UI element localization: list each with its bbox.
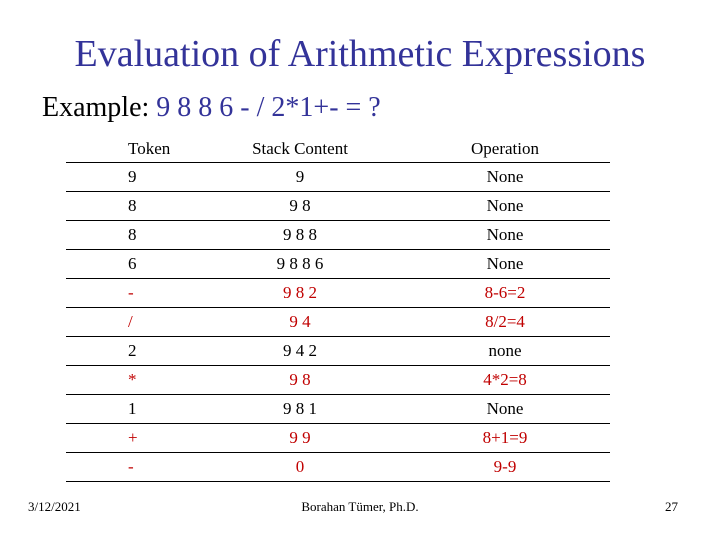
operation-cell: 8-6=2: [400, 279, 610, 308]
operation-cell: None: [400, 250, 610, 279]
table-row: [66, 192, 610, 221]
header-token: Token: [66, 135, 200, 163]
operation-cell: 9-9: [400, 453, 610, 482]
table-row: [66, 366, 610, 395]
token-cell: 2: [66, 337, 200, 366]
operation-cell: None: [400, 192, 610, 221]
stack-cell: 9 4 2: [200, 337, 400, 366]
example-line: [42, 90, 381, 126]
header-stack-content: Stack Content: [200, 135, 400, 163]
table-row: [66, 424, 610, 453]
token-cell: 1: [66, 395, 200, 424]
stack-cell: 9 8: [200, 366, 400, 395]
token-cell: 8: [66, 192, 200, 221]
table-row: [66, 163, 610, 192]
stack-cell: 9: [200, 163, 400, 192]
table-row: [66, 308, 610, 337]
footer-date: 3/12/2021: [28, 499, 81, 514]
stack-cell: 9 4: [200, 308, 400, 337]
footer-author: Borahan Tümer, Ph.D.: [301, 499, 419, 514]
token-cell: +: [66, 424, 200, 453]
operation-cell: 4*2=8: [400, 366, 610, 395]
stack-cell: 0: [200, 453, 400, 482]
operation-cell: none: [400, 337, 610, 366]
token-cell: *: [66, 366, 200, 395]
header-operation: Operation: [400, 135, 610, 163]
table-row: [66, 221, 610, 250]
example-expression: 9 8 8 6 - / 2*1+- = ?: [156, 92, 381, 123]
token-cell: -: [66, 279, 200, 308]
operation-cell: 8/2=4: [400, 308, 610, 337]
stack-cell: 9 8 2: [200, 279, 400, 308]
stack-cell: 9 8 8: [200, 221, 400, 250]
token-cell: -: [66, 453, 200, 482]
operation-cell: None: [400, 163, 610, 192]
token-cell: /: [66, 308, 200, 337]
token-cell: 8: [66, 221, 200, 250]
table-row: [66, 250, 610, 279]
stack-cell: 9 8: [200, 192, 400, 221]
stack-cell: 9 9: [200, 424, 400, 453]
example-label: Example:: [42, 92, 150, 123]
stack-cell: 9 8 1: [200, 395, 400, 424]
table-row: [66, 395, 610, 424]
operation-cell: 8+1=9: [400, 424, 610, 453]
table-row: [66, 279, 610, 308]
token-cell: 6: [66, 250, 200, 279]
table-row: [66, 337, 610, 366]
table-header-row: [66, 135, 610, 163]
token-cell: 9: [66, 163, 200, 192]
table-row: [66, 453, 610, 482]
operation-cell: None: [400, 395, 610, 424]
slide-title: Evaluation of Arithmetic Expressions: [74, 33, 646, 75]
stack-table: [66, 135, 610, 482]
operation-cell: None: [400, 221, 610, 250]
stack-cell: 9 8 8 6: [200, 250, 400, 279]
page-number: 27: [665, 499, 678, 514]
